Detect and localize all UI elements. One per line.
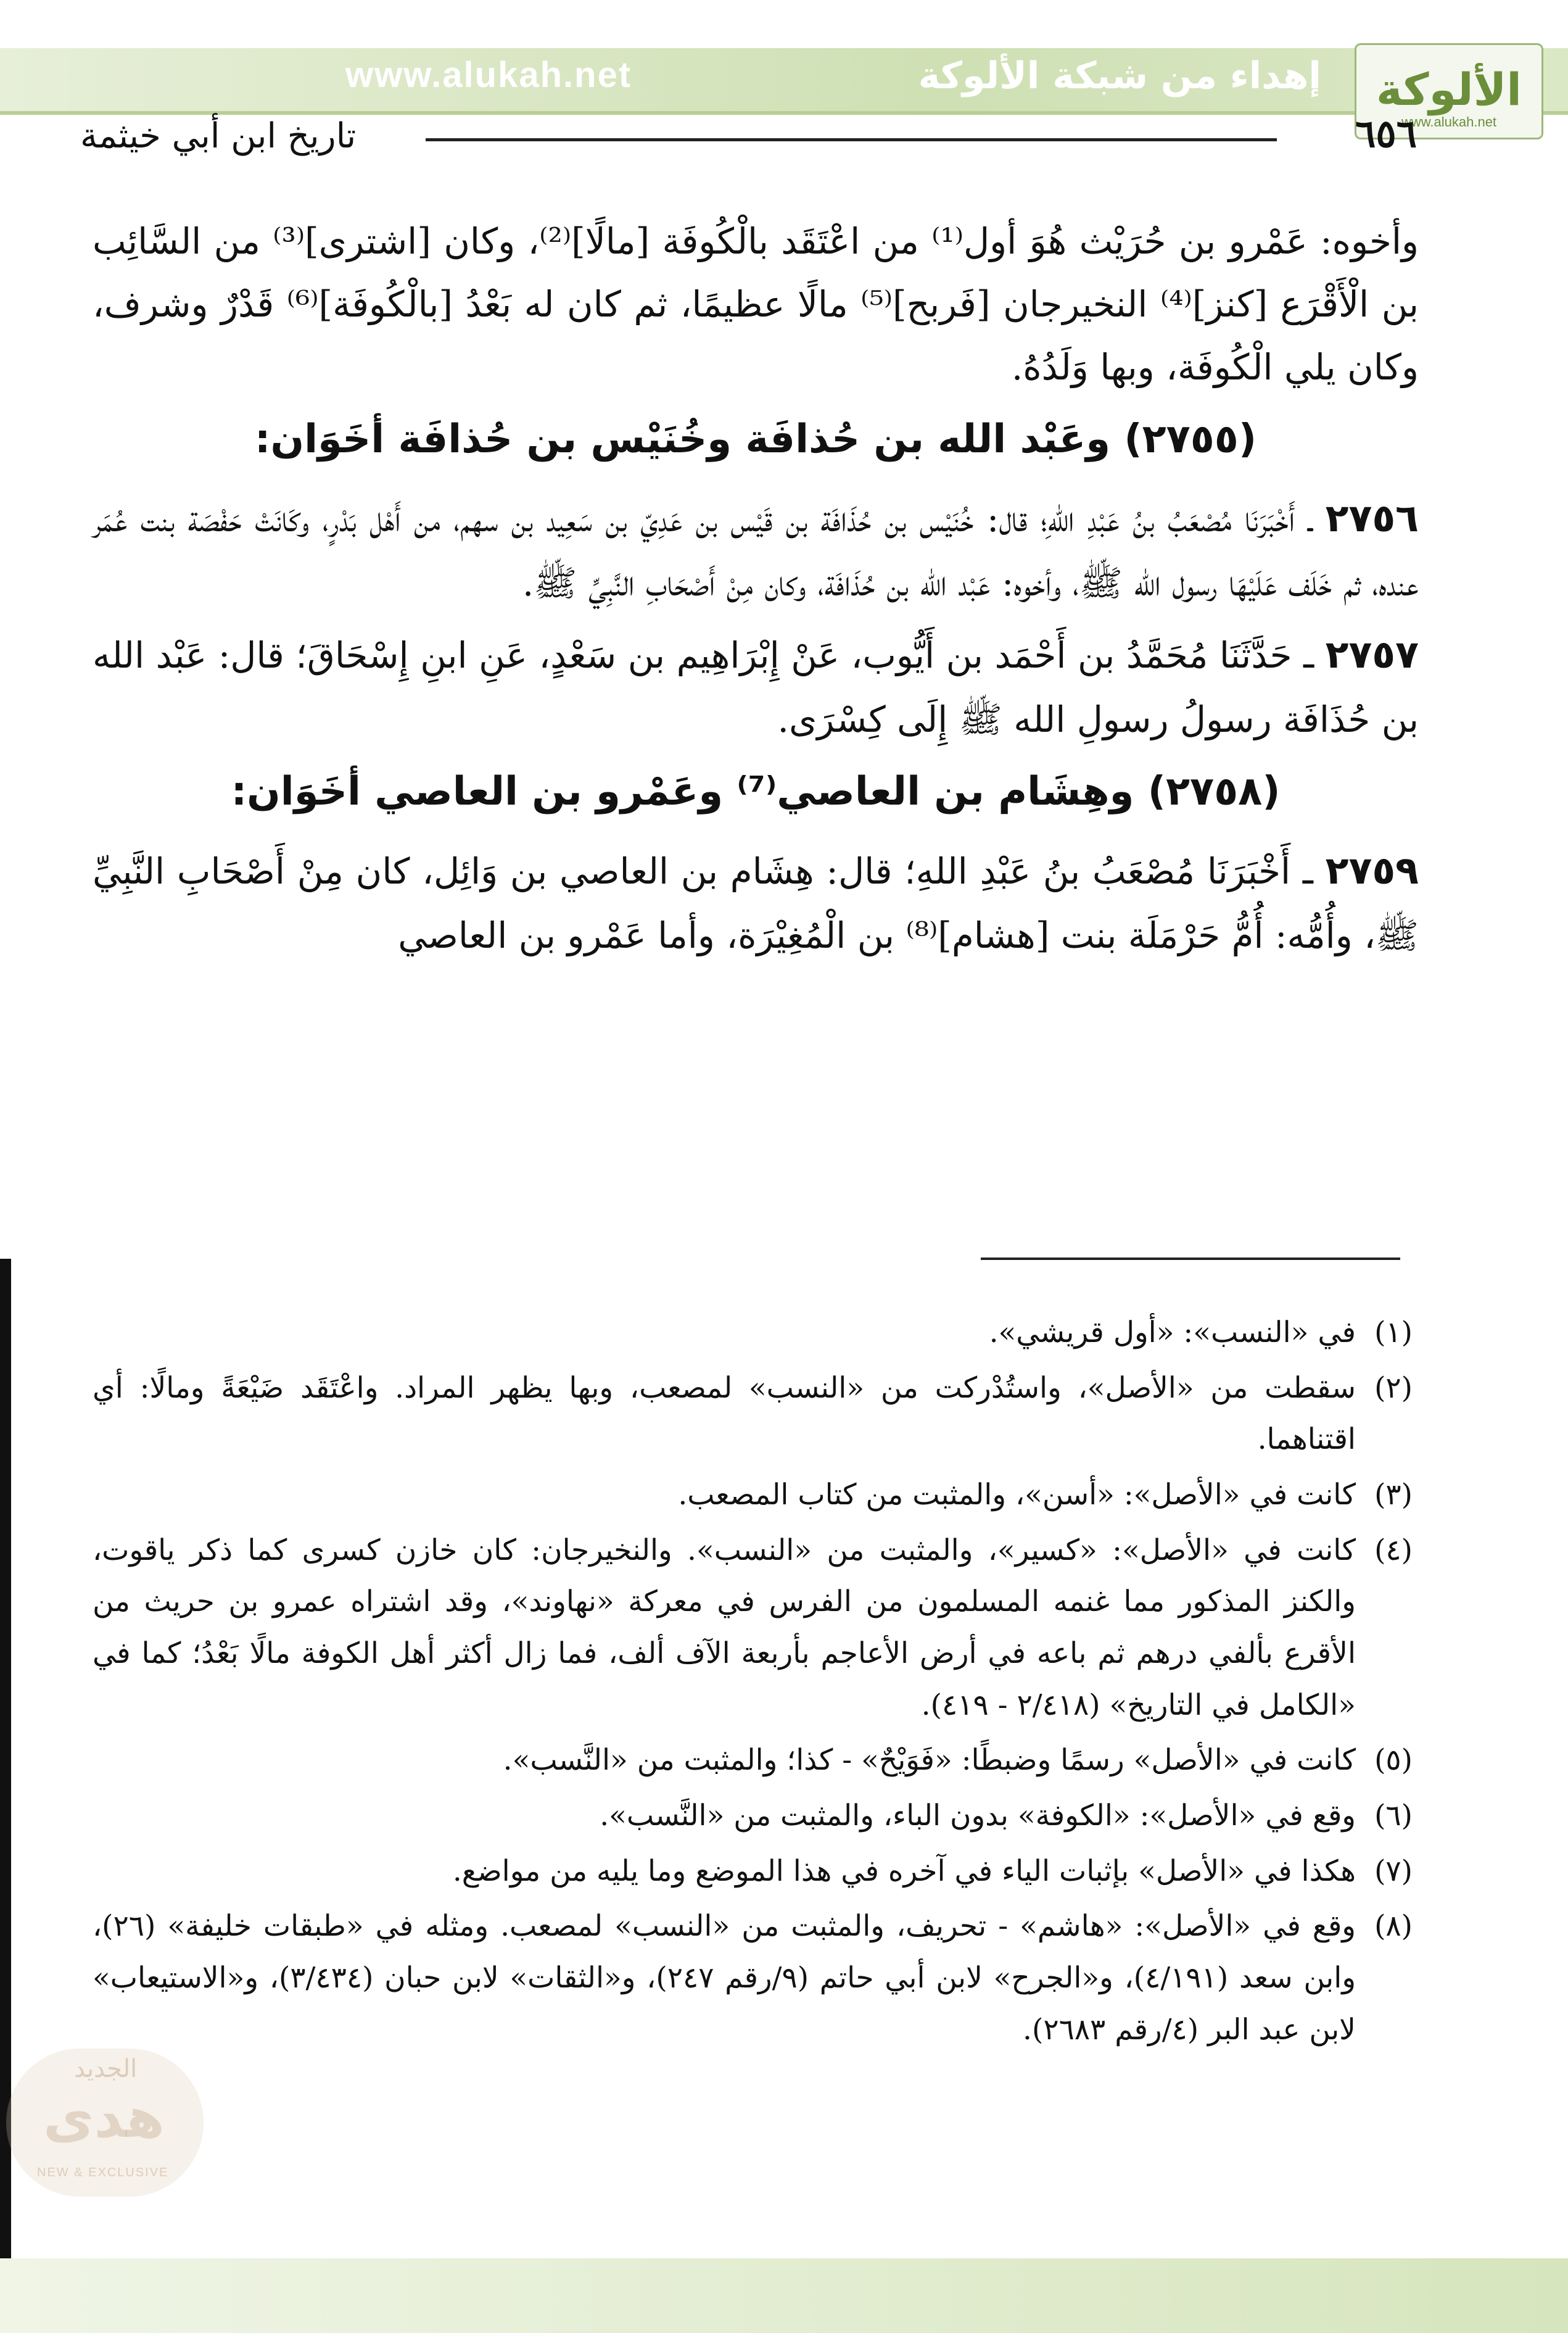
scan-edge <box>0 1259 11 2333</box>
running-title: تاريخ ابن أبي خيثمة <box>80 116 357 156</box>
footnote-mark: (٣) <box>1374 1477 1413 1512</box>
entry-text: ـ أَخْبَرَنَا مُصْعَبُ بنُ عَبْدِ اللهِ؛ قال: هِشَام بن العاصي بن وَائِل، كان مِنْ أَصْحَابِ النَّبِيِّ ﷺ، وأُمُّه: أُمُّ حَرْمَلَة بنت [هشام]⁽⁸⁾ بن الْمُغِيْرَة، وأما عَمْرو بن العاصي <box>93 850 1419 956</box>
footnote-text: وقع في «الأصل»: «الكوفة» بدون الباء، والمثبت من «النَّسب». <box>600 1798 1356 1833</box>
entry-number: ٢٧٥٦ <box>1325 495 1419 541</box>
footnote <box>93 1362 1413 1465</box>
footnote-mark: (٢) <box>1374 1370 1413 1405</box>
entry-text: ـ حَدَّثَنَا مُحَمَّدُ بن أَحْمَد بن أَيُّوب، عَنْ إِبْرَاهِيم بن سَعْدٍ، عَنِ ابنِ إِسْحَاقَ؛ قال: عَبْد الله بن حُذَافَة رسولُ رسولِ الله ﷺ إِلَى كِسْرَى. <box>93 634 1419 741</box>
footnote-text: هكذا في «الأصل» بإثبات الياء في آخره في هذا الموضع وما يليه من مواضع. <box>452 1854 1356 1888</box>
section-heading-2755: (٢٧٥٥) وعَبْد الله بن حُذافَة وخُنَيْس بن حُذافَة أخَوَان: <box>254 416 1257 463</box>
footnote <box>93 1469 1413 1521</box>
paragraph-2756 <box>93 484 1419 615</box>
footnote-mark: (٤) <box>1374 1533 1413 1567</box>
page-number: ٦٥٦ <box>1355 111 1417 156</box>
entry-number: ٢٧٥٩ <box>1325 847 1419 893</box>
footnote-mark: (٧) <box>1374 1854 1413 1888</box>
footnote-text: في «النسب»: «أول قريشي». <box>989 1316 1356 1349</box>
paragraph-2759 <box>93 837 1419 967</box>
paragraph-2757 <box>93 621 1419 751</box>
header-rule <box>426 138 1277 141</box>
logo-text: الألوكة <box>1376 64 1522 115</box>
footnote <box>93 1307 1413 1359</box>
footnote-text: كانت في «الأصل»: «كسير»، والمثبت من «النسب». والنخيرجان: كان خازن كسرى كما ذكر ياقوت، والكنز المذكور مما غنمه المسلمون من الفرس في معركة «نهاوند»، وقد اشتراه عمرو بن حريث من الأقرع بألفي درهم ثم باعه في أرض الأعاجم بأربعة الآف ألف، فما زال أكثر أهل الكوفة مالًا بَعْدُ؛ كما في «الكامل في التاريخ» (٢/٤١٨ - ٤١٩). <box>93 1533 1356 1722</box>
footnote-text: سقطت من «الأصل»، واستُدْركت من «النسب» لمصعب، وبها يظهر المراد. واعْتَقَد ضَيْعَةً ومالًا: أي اقتناهما. <box>93 1370 1356 1457</box>
footnote-mark: (٦) <box>1374 1798 1413 1833</box>
corner-watermark-text: هدى <box>43 2086 165 2150</box>
gift-text: إهداء من شبكة الألوكة <box>918 54 1321 97</box>
footnote <box>93 1790 1413 1842</box>
footnote <box>93 1734 1413 1786</box>
entry-number: ٢٧٥٧ <box>1325 632 1419 678</box>
entry-text: ـ أَخْبَرَنَا مُصْعَبُ بنُ عَبْدِ اللهِ؛ قال: خُنَيْس بن حُذَافَة بن قَيْس بن عَدِيّ بن سَعِيد بن سهم، من أَهْل بَدْرٍ، وكَانَتْ حَفْصَة بنت عُمَر عنده، ثم خَلَف عَلَيْهَا رسول الله ﷺ، وأخوه: عَبْد الله بن حُذَافَة، وكان مِنْ أَصْحَابِ النَّبِيِّ ﷺ. <box>93 497 1419 604</box>
corner-watermark-mark: الجديد <box>74 2055 138 2083</box>
main-text <box>93 210 1419 973</box>
corner-watermark-sub: NEW & EXCLUSIVE <box>37 2166 169 2179</box>
paragraph-1: وأخوه: عَمْرو بن حُرَيْث هُوَ أول⁽¹⁾ من اعْتَقَد بالْكُوفَة [مالًا]⁽²⁾، وكان [اشترى]⁽³⁾ من السَّائِب بن الْأَقْرَع [كنز]⁽⁴⁾ النخيرجان [فَربح]⁽⁵⁾ مالًا عظيمًا، ثم كان له بَعْدُ [بالْكُوفَة]⁽⁶⁾ قَدْرٌ وشرف، وكان يلي الْكُوفَة، وبها وَلَدُهُ. <box>93 220 1419 389</box>
footnote-rule <box>981 1258 1400 1260</box>
logo-caption: www.alukah.net <box>1401 114 1497 130</box>
footnote <box>93 1846 1413 1897</box>
site-banner <box>0 48 1568 115</box>
footnote-mark: (١) <box>1374 1316 1413 1349</box>
footnote-text: كانت في «الأصل» رسمًا وضبطًا: «فَوَيْحٌ» - كذا؛ والمثبت من «النَّسب». <box>503 1743 1356 1778</box>
footnote-text: وقع في «الأصل»: «هاشم» - تحريف، والمثبت من «النسب» لمصعب. ومثله في «طبقات خليفة» (٢٦)، وابن سعد (٤/١٩١)، و«الجرح» لابن أبي حاتم (٩/رقم ٢٤٧)، و«الثقات» لابن حبان (٣/٤٣٤)، و«الاستيعاب» لابن عبد البر (٤/رقم ٢٦٨٣). <box>93 1909 1356 2047</box>
site-url[interactable]: www.alukah.net <box>345 55 632 95</box>
footnote-mark: (٨) <box>1374 1909 1413 1944</box>
footnote <box>93 1900 1413 2055</box>
footnote-mark: (٥) <box>1374 1743 1413 1778</box>
footnote-text: كانت في «الأصل»: «أسن»، والمثبت من كتاب المصعب. <box>678 1477 1356 1512</box>
bottom-band <box>0 2258 1568 2333</box>
section-heading-2758: (٢٧٥٨) وهِشَام بن العاصي⁽⁷⁾ وعَمْرو بن العاصي أخَوَان: <box>231 769 1281 815</box>
footnotes <box>93 1307 1413 2059</box>
footnote <box>93 1525 1413 1731</box>
